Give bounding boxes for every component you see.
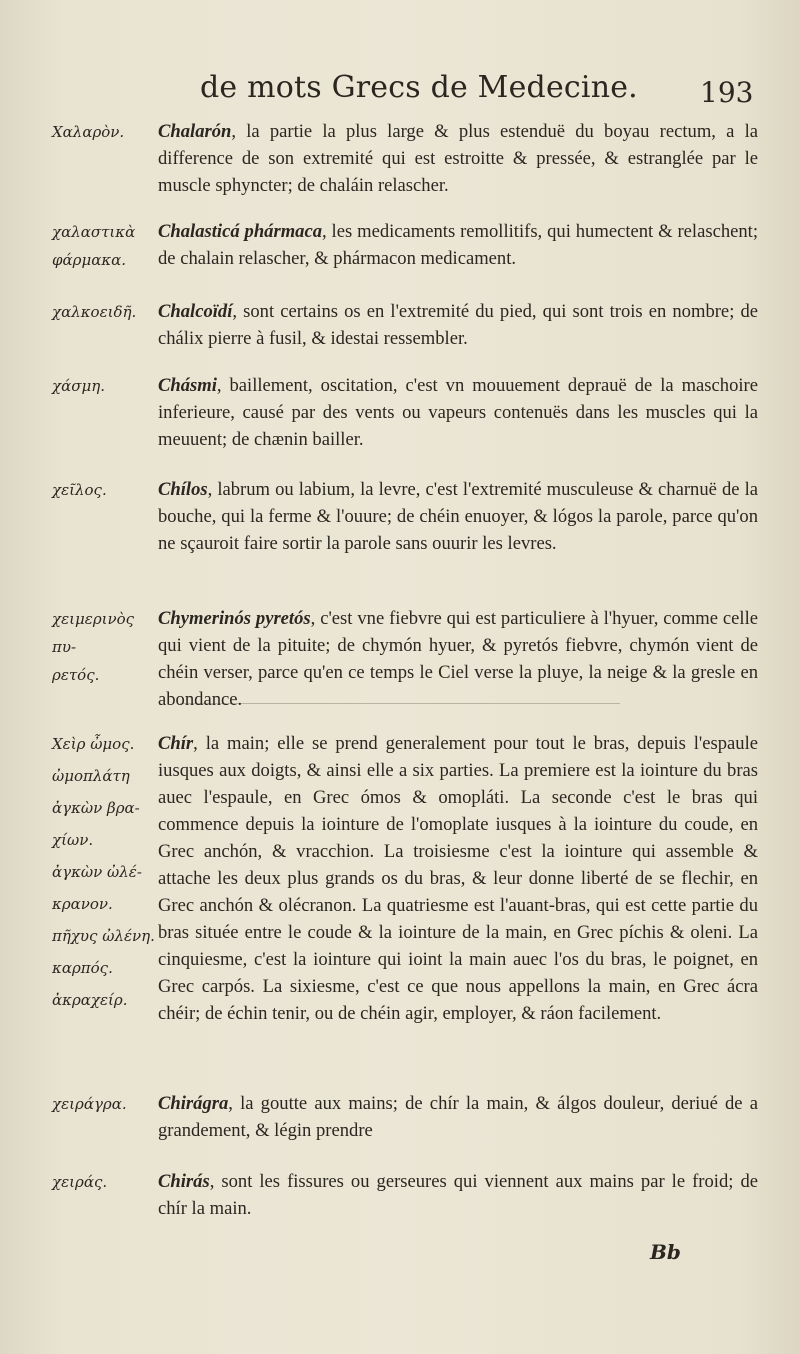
entry-headword: Chirás xyxy=(158,1171,210,1192)
greek-margin-gloss xyxy=(52,298,162,326)
greek-gloss-line: χειράγρα. xyxy=(52,1095,127,1113)
entry-definition xyxy=(158,730,758,1027)
greek-margin-gloss xyxy=(52,1168,162,1196)
greek-gloss-line: χειμερινὸς πυ- xyxy=(52,610,135,656)
greek-gloss-line: πῆχυς ὠλένη. xyxy=(52,927,155,945)
entry-definition xyxy=(158,1168,758,1222)
entry-headword: Chalasticá phármaca xyxy=(158,221,322,242)
greek-gloss-line: κρανον. xyxy=(52,895,113,913)
greek-margin-gloss xyxy=(52,605,162,689)
greek-gloss-line: χαλαστικὰ xyxy=(52,223,136,241)
entry-headword: Chirágra xyxy=(158,1093,229,1114)
page-number: 193 xyxy=(700,76,754,109)
greek-gloss-line: χαλκοειδῆ. xyxy=(52,303,137,321)
greek-margin-gloss xyxy=(52,372,162,400)
greek-gloss-line: ἀγκὼν ὠλέ- xyxy=(52,863,142,881)
entry-headword: Chymerinós pyretós xyxy=(158,608,311,629)
entry-headword: Chalcoïdí xyxy=(158,301,233,322)
entry-definition xyxy=(158,1090,758,1144)
greek-margin-gloss xyxy=(52,730,162,1018)
entry-text: , la goutte aux mains; de chír la main, & álgos douleur, deriué de a grandement, & légin prendre xyxy=(158,1093,758,1141)
greek-gloss-line: ἀγκὼν βρα- xyxy=(52,799,140,817)
entry-text: , sont les fissures ou gerseures qui viennent aux mains par le froid; de chír la main. xyxy=(158,1171,758,1219)
greek-gloss-line: χειράς. xyxy=(52,1173,108,1191)
entry-definition xyxy=(158,605,758,713)
greek-gloss-line: Χαλαρὸν. xyxy=(52,123,125,141)
entry-text: , baillement, oscitation, c'est vn mouuement deprauë de la maschoire inferieure, causé par des vents ou vapeurs contenuës dans les muscles qui la meuuent; de chænin bailler. xyxy=(158,375,758,450)
greek-gloss-line: ρετός. xyxy=(52,666,100,684)
entry-text: , les medicaments remollitifs, qui humectent & relaschent; de chalain relascher, & phármacon medicament. xyxy=(158,221,758,269)
greek-gloss-line: χάσμη. xyxy=(52,377,105,395)
entry-headword: Chílos xyxy=(158,479,208,500)
greek-gloss-line: ὠμοπλάτη xyxy=(52,767,130,785)
entry-headword: Chásmi xyxy=(158,375,217,396)
entry-text: , la partie la plus large & plus estenduë du boyau rectum, a la difference de son extremité qui est estroitte & pressée, & estranglée par le muscle sphyncter; de chaláin relascher. xyxy=(158,121,758,196)
entry-text: , labrum ou labium, la levre, c'est l'extremité musculeuse & charnuë de la bouche, qui la ferme & l'ouure; de chéin enuoyer, & lógos la parole, parce qu'on ne sçauroit faire sortir la parole sans ouurir les levres. xyxy=(158,479,758,554)
entry-definition xyxy=(158,298,758,352)
entry-text: , la main; elle se prend generalement pour tout le bras, depuis l'espaule iusques aux doigts, & ainsi elle a six parties. La premiere est la iointure du bras auec l'espaule, en Grec ómos & omopláti. La seconde c'est le bras qui commence depuis la iointure de l'omoplate iusques à la iointure du coude, en Grec anchón, & vracchion. La troisiesme c'est la iointure qui assemble & attache les deux plus grands os du bras, & leur donne liberté de se flechir, en Grec anchón & olécranon. La quatriesme est l'auant-bras, qui est cette partie du bras située entre le coude & la iointure de la main, en Grec píchis & oleni. La cinquiesme, c'est la iointure qui ioint la main auec l'os du bras, le poignet, en Grec carpós. La sixiesme, c'est ce que nous appellons la main, en Grec ácra chéir; de échin tenir, ou de chéin agir, employer, & ráon facilement. xyxy=(158,733,758,1024)
signature-mark: Bb xyxy=(650,1240,681,1264)
greek-gloss-line: καρπός. xyxy=(52,959,113,977)
greek-gloss-line: χίων. xyxy=(52,831,94,849)
greek-gloss-line: Χεὶρ ὦμος. xyxy=(52,735,135,753)
greek-margin-gloss xyxy=(52,218,162,274)
greek-margin-gloss xyxy=(52,118,162,146)
entry-headword: Chalarón xyxy=(158,121,232,142)
greek-margin-gloss xyxy=(52,476,162,504)
entry-definition xyxy=(158,476,758,557)
entry-definition xyxy=(158,372,758,453)
greek-margin-gloss xyxy=(52,1090,162,1118)
entry-text: , c'est vne fiebvre qui est particuliere à l'hyuer, comme celle qui vient de la pituite; de chymón hyuer, & pyretós fiebvre, chymón vient de chéin verser, parce qu'en ce temps le Ciel verse la pluye, la neige & la gresle en abondance. xyxy=(158,608,759,710)
greek-gloss-line: ἀκραχείρ. xyxy=(52,991,128,1009)
entry-definition xyxy=(158,118,758,199)
entry-headword: Chír xyxy=(158,733,194,754)
greek-gloss-line: φάρμακα. xyxy=(52,251,127,269)
greek-gloss-line: χεῖλος. xyxy=(52,481,107,499)
running-head-title: de mots Grecs de Medecine. xyxy=(200,70,638,105)
entry-text: , sont certains os en l'extremité du pied, qui sont trois en nombre; de chálix pierre à fusil, & idestai ressembler. xyxy=(158,301,758,349)
entry-definition xyxy=(158,218,758,272)
